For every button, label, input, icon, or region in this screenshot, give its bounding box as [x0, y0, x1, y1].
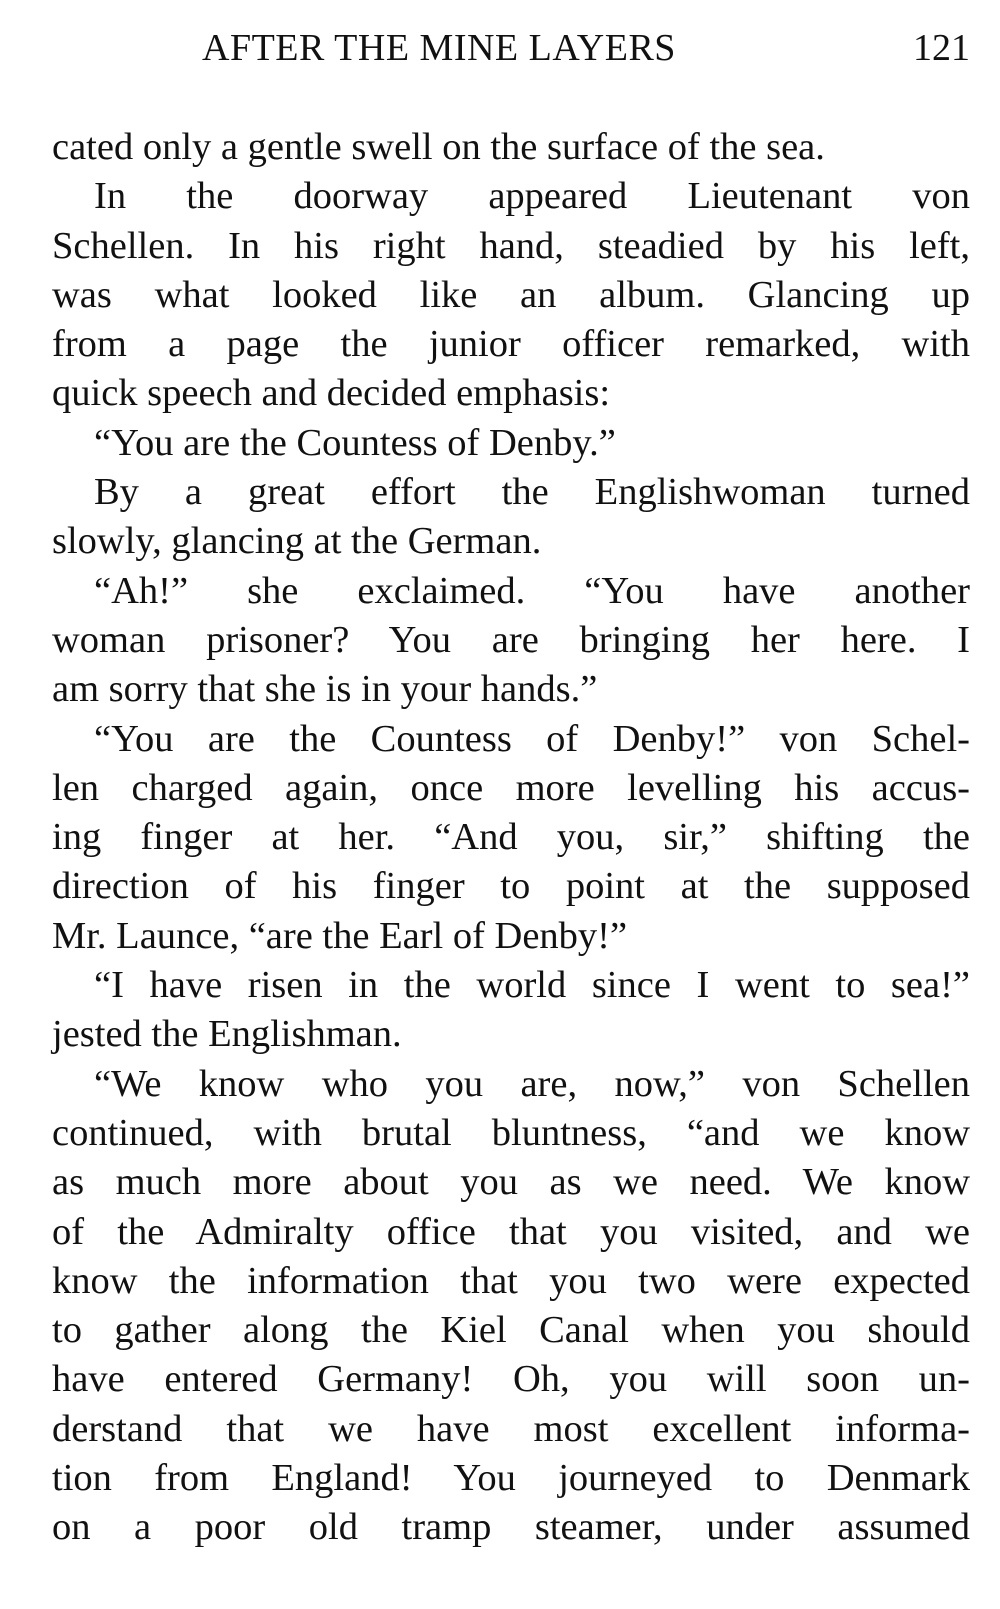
text-line: woman prisoner? You are bringing her here. I	[52, 618, 970, 661]
text-line: know the information that you two were expected	[52, 1259, 970, 1302]
text-line: “Ah!” she exclaimed. “You have another	[94, 569, 970, 612]
text-line: continued, with brutal bluntness, “and we know	[52, 1111, 970, 1154]
text-line: of the Admiralty office that you visited, and we	[52, 1210, 970, 1253]
text-line: “I have risen in the world since I went to sea!”	[94, 964, 970, 1007]
body-text	[52, 123, 970, 1553]
text-line: quick speech and decided emphasis:	[52, 372, 611, 415]
page-number: 121	[913, 27, 970, 69]
text-line: cated only a gentle swell on the surface of the sea.	[52, 126, 825, 168]
text-line: direction of his finger to point at the supposed	[52, 865, 970, 908]
text-line: on a poor old tramp steamer, under assumed	[52, 1506, 970, 1549]
text-line: By a great effort the Englishwoman turned	[94, 471, 970, 514]
text-line: to gather along the Kiel Canal when you should	[52, 1309, 970, 1352]
running-title: AFTER THE MINE LAYERS	[202, 27, 676, 69]
text-line: from a page the junior officer remarked, with	[52, 323, 970, 366]
text-line: “We know who you are, now,” von Schellen	[94, 1062, 970, 1105]
text-line: len charged again, once more levelling his accus-	[52, 766, 970, 809]
text-line: am sorry that she is in your hands.”	[52, 668, 598, 711]
text-line: “You are the Countess of Denby!” von Schel-	[94, 717, 970, 760]
text-line: Mr. Launce, “are the Earl of Denby!”	[52, 914, 628, 957]
text-line: was what looked like an album. Glancing up	[52, 273, 970, 316]
page-header	[52, 20, 970, 76]
text-line: slowly, glancing at the German.	[52, 520, 542, 563]
text-line: tion from England! You journeyed to Denmark	[52, 1457, 970, 1500]
text-line: as much more about you as we need. We know	[52, 1161, 970, 1204]
text-line: “You are the Countess of Denby.”	[94, 421, 616, 464]
text-line: Schellen. In his right hand, steadied by his left,	[52, 224, 970, 267]
text-line: In the doorway appeared Lieutenant von	[94, 175, 970, 218]
text-line: derstand that we have most excellent informa-	[52, 1407, 970, 1450]
text-line: have entered Germany! Oh, you will soon un-	[52, 1358, 970, 1401]
text-line: jested the Englishman.	[52, 1013, 402, 1056]
text-line: ing finger at her. “And you, sir,” shifting the	[52, 816, 970, 859]
